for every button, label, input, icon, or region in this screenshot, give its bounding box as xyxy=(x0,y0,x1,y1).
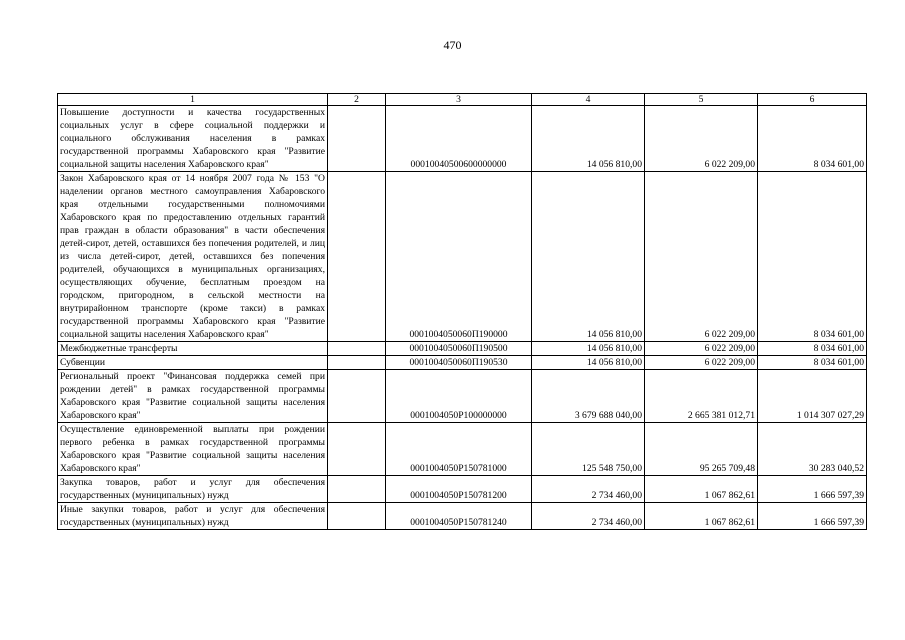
column-header: 5 xyxy=(645,94,758,106)
table-header-row xyxy=(58,94,867,106)
row-value-5: 6 022 209,00 xyxy=(645,342,758,356)
table-row xyxy=(58,503,867,530)
row-value-5: 6 022 209,00 xyxy=(645,356,758,370)
row-code: 00010040500600000000 xyxy=(386,106,532,172)
column-header: 1 xyxy=(58,94,328,106)
row-col2 xyxy=(328,423,386,476)
row-value-6: 1 014 307 027,29 xyxy=(758,370,867,423)
column-header: 6 xyxy=(758,94,867,106)
row-description: Межбюджетные трансферты xyxy=(58,342,328,356)
row-code: 0001004050P150781240 xyxy=(386,503,532,530)
row-value-5: 95 265 709,48 xyxy=(645,423,758,476)
table-row xyxy=(58,172,867,342)
row-value-4: 14 056 810,00 xyxy=(532,172,645,342)
row-description: Повышение доступности и качества государственных социальных услуг в сфере социальной поддержки и социального обслуживания населения в рамках государственной программы Хабаровского края "Развитие социальной защиты населения Хабаровского края" xyxy=(58,106,328,172)
row-code: 0001004050060П190530 xyxy=(386,356,532,370)
row-description: Субвенции xyxy=(58,356,328,370)
row-value-5: 1 067 862,61 xyxy=(645,503,758,530)
page-number: 470 xyxy=(443,38,462,52)
row-description: Иные закупки товаров, работ и услуг для обеспечения государственных (муниципальных) нужд xyxy=(58,503,328,530)
row-code: 0001004050060П190500 xyxy=(386,342,532,356)
row-value-4: 125 548 750,00 xyxy=(532,423,645,476)
table-row xyxy=(58,370,867,423)
row-value-4: 3 679 688 040,00 xyxy=(532,370,645,423)
row-col2 xyxy=(328,356,386,370)
table-row xyxy=(58,356,867,370)
row-col2 xyxy=(328,172,386,342)
row-value-4: 14 056 810,00 xyxy=(532,342,645,356)
row-value-5: 6 022 209,00 xyxy=(645,106,758,172)
row-code: 0001004050P150781200 xyxy=(386,476,532,503)
column-header: 4 xyxy=(532,94,645,106)
row-value-4: 14 056 810,00 xyxy=(532,106,645,172)
row-description: Закупка товаров, работ и услуг для обеспечения государственных (муниципальных) нужд xyxy=(58,476,328,503)
row-value-5: 6 022 209,00 xyxy=(645,172,758,342)
row-col2 xyxy=(328,370,386,423)
row-value-6: 8 034 601,00 xyxy=(758,172,867,342)
table-row xyxy=(58,476,867,503)
row-col2 xyxy=(328,106,386,172)
row-value-4: 14 056 810,00 xyxy=(532,356,645,370)
table-row xyxy=(58,423,867,476)
row-description: Региональный проект "Финансовая поддержка семей при рождении детей" в рамках государственной программы Хабаровского края "Развитие социальной защиты населения Хабаровского края" xyxy=(58,370,328,423)
row-value-4: 2 734 460,00 xyxy=(532,476,645,503)
row-code: 0001004050P100000000 xyxy=(386,370,532,423)
row-value-6: 8 034 601,00 xyxy=(758,356,867,370)
row-col2 xyxy=(328,342,386,356)
row-description: Осуществление единовременной выплаты при рождении первого ребенка в рамках государственной программы Хабаровского края "Развитие социальной защиты населения Хабаровского края" xyxy=(58,423,328,476)
row-value-6: 30 283 040,52 xyxy=(758,423,867,476)
column-header: 3 xyxy=(386,94,532,106)
row-value-6: 1 666 597,39 xyxy=(758,503,867,530)
row-value-6: 1 666 597,39 xyxy=(758,476,867,503)
row-code: 0001004050060П190000 xyxy=(386,172,532,342)
row-value-5: 1 067 862,61 xyxy=(645,476,758,503)
table-row xyxy=(58,106,867,172)
table-row xyxy=(58,342,867,356)
row-description: Закон Хабаровского края от 14 ноября 2007 года № 153 "О наделении органов местного самоуправления Хабаровского края отдельными государственными полномочиями Хабаровского края по предоставлению отдельных гарантий прав граждан в области образования" в части обеспечения детей-сирот, детей, оставшихся без попечения родителей, и лиц из числа детей-сирот, детей, оставшихся без попечения родителей, обучающихся в муниципальных организациях, осуществляющих обучение, бесплатным проездом на городском, пригородном, в сельской местности на внутрирайонном транспорте (кроме такси) в рамках государственной программы Хабаровского края "Развитие социальной защиты населения Хабаровского края" xyxy=(58,172,328,342)
column-header: 2 xyxy=(328,94,386,106)
row-value-6: 8 034 601,00 xyxy=(758,106,867,172)
budget-table xyxy=(57,93,867,530)
row-col2 xyxy=(328,503,386,530)
row-code: 0001004050P150781000 xyxy=(386,423,532,476)
row-col2 xyxy=(328,476,386,503)
row-value-6: 8 034 601,00 xyxy=(758,342,867,356)
row-value-4: 2 734 460,00 xyxy=(532,503,645,530)
row-value-5: 2 665 381 012,71 xyxy=(645,370,758,423)
